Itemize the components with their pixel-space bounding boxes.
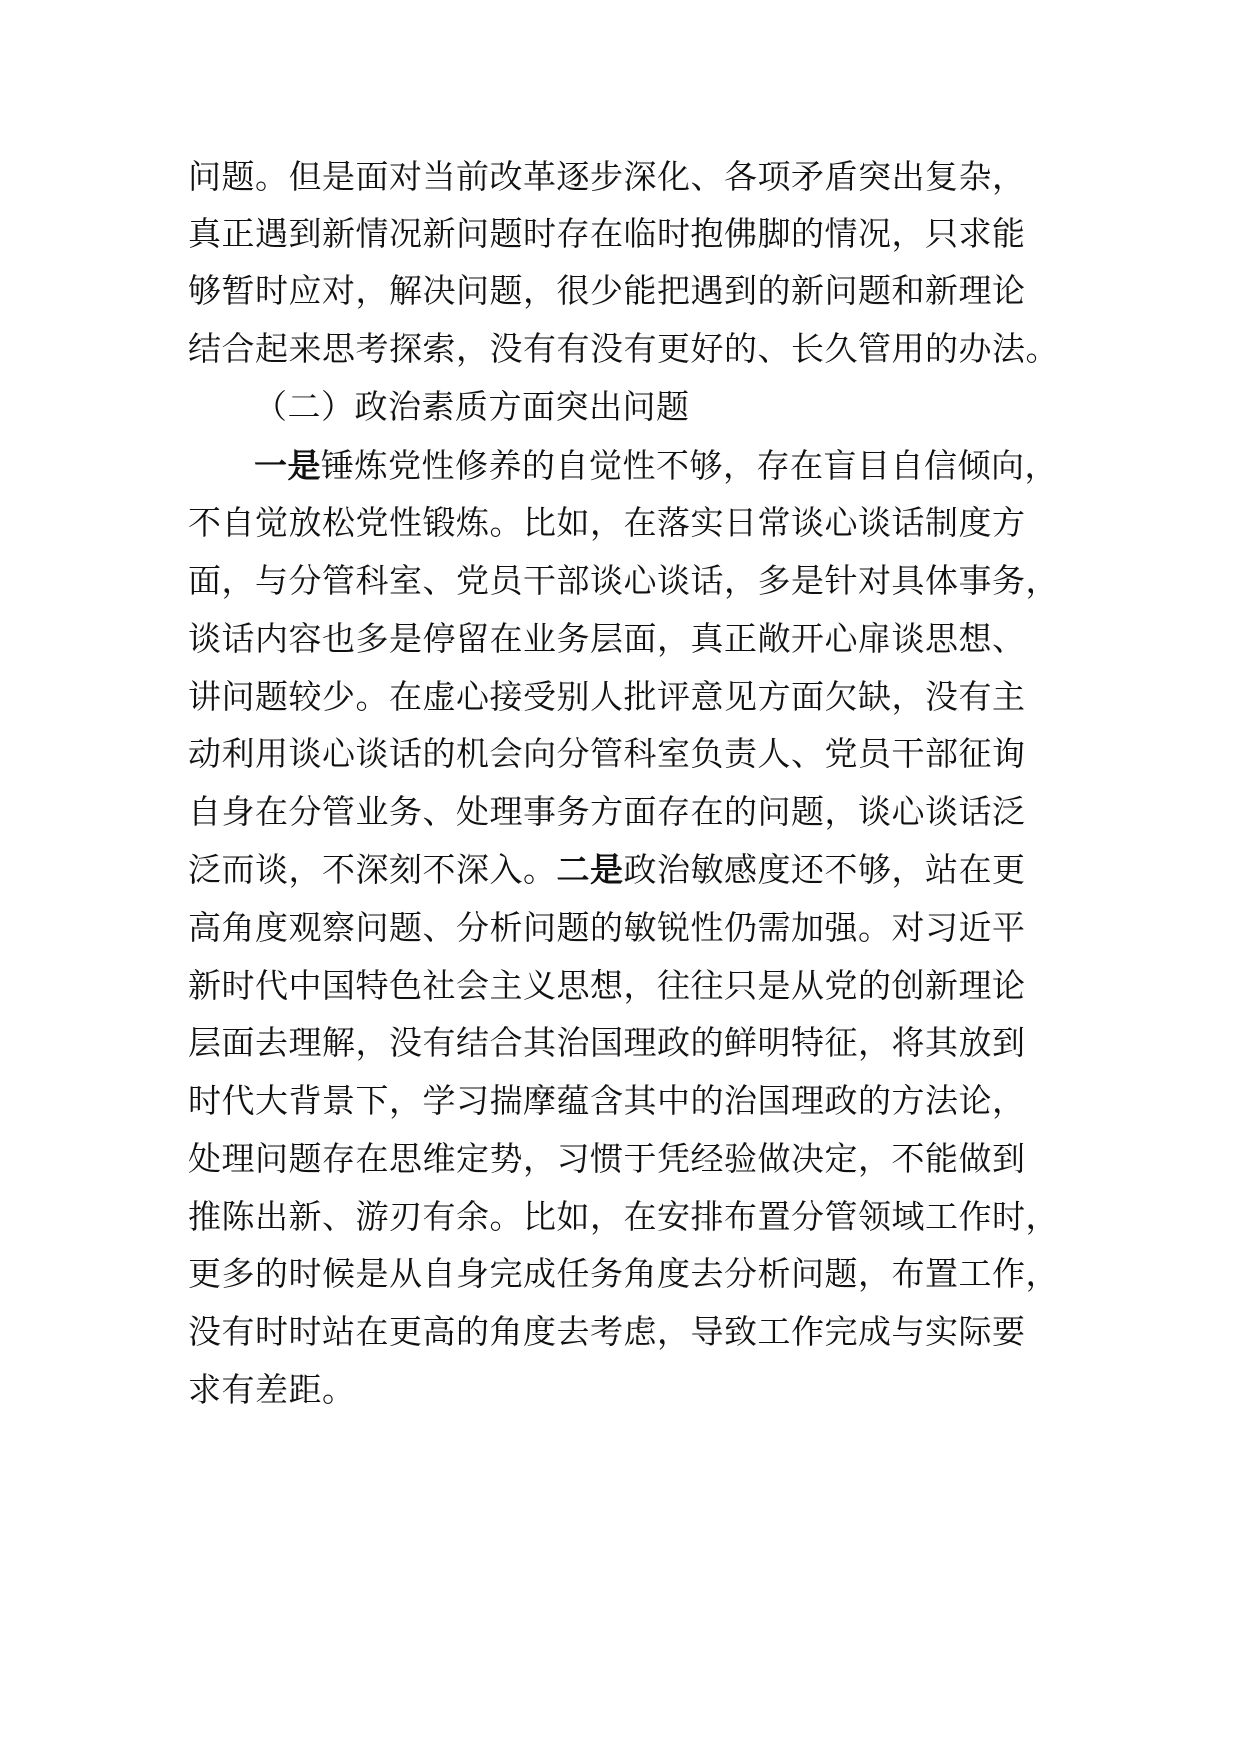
body-line: 时代大背景下，学习揣摩蕴含其中的治国理政的方法论， (188, 1081, 1026, 1120)
body-line: 真正遇到新情况新问题时存在临时抱佛脚的情况，只求能 (188, 214, 1026, 253)
body-line: 一是锤炼党性修养的自觉性不够，存在盲目自信倾向， (254, 446, 1058, 485)
body-line: 处理问题存在思维定势，习惯于凭经验做决定，不能做到 (188, 1139, 1026, 1178)
body-line: 讲问题较少。在虚心接受别人批评意见方面欠缺，没有主 (188, 677, 1026, 716)
body-line: 动利用谈心谈话的机会向分管科室负责人、党员干部征询 (188, 734, 1026, 773)
body-line: 层面去理解，没有结合其治国理政的鲜明特征，将其放到 (188, 1023, 1026, 1062)
section-heading: （二）政治素质方面突出问题 (254, 387, 690, 426)
body-line: 自身在分管业务、处理事务方面存在的问题，谈心谈话泛 (188, 792, 1026, 831)
body-line: 更多的时候是从自身完成任务角度去分析问题，布置工作， (188, 1254, 1059, 1293)
body-line: 面，与分管科室、党员干部谈心谈话，多是针对具体事务， (188, 561, 1059, 600)
body-line: 泛而谈，不深刻不深入。二是政治敏感度还不够，站在更 (188, 850, 1026, 889)
body-line: 问题。但是面对当前改革逐步深化、各项矛盾突出复杂， (188, 157, 1026, 196)
body-line: 不自觉放松党性锻炼。比如，在落实日常谈心谈话制度方 (188, 503, 1026, 542)
body-line: 谈话内容也多是停留在业务层面，真正敞开心扉谈思想、 (188, 619, 1026, 658)
body-line: 推陈出新、游刃有余。比如，在安排布置分管领域工作时， (188, 1197, 1059, 1236)
point-one-label: 一是 (254, 446, 321, 485)
body-line: 没有时时站在更高的角度去考虑，导致工作完成与实际要 (188, 1312, 1026, 1351)
point-two-label: 二是 (556, 850, 624, 889)
body-line: 求有差距。 (188, 1370, 356, 1409)
body-line: 新时代中国特色社会主义思想，往往只是从党的创新理论 (188, 966, 1026, 1005)
body-line: 高角度观察问题、分析问题的敏锐性仍需加强。对习近平 (188, 908, 1026, 947)
body-line: 结合起来思考探索，没有有没有更好的、长久管用的办法。 (188, 329, 1059, 368)
body-line: 够暂时应对，解决问题，很少能把遇到的新问题和新理论 (188, 271, 1026, 310)
